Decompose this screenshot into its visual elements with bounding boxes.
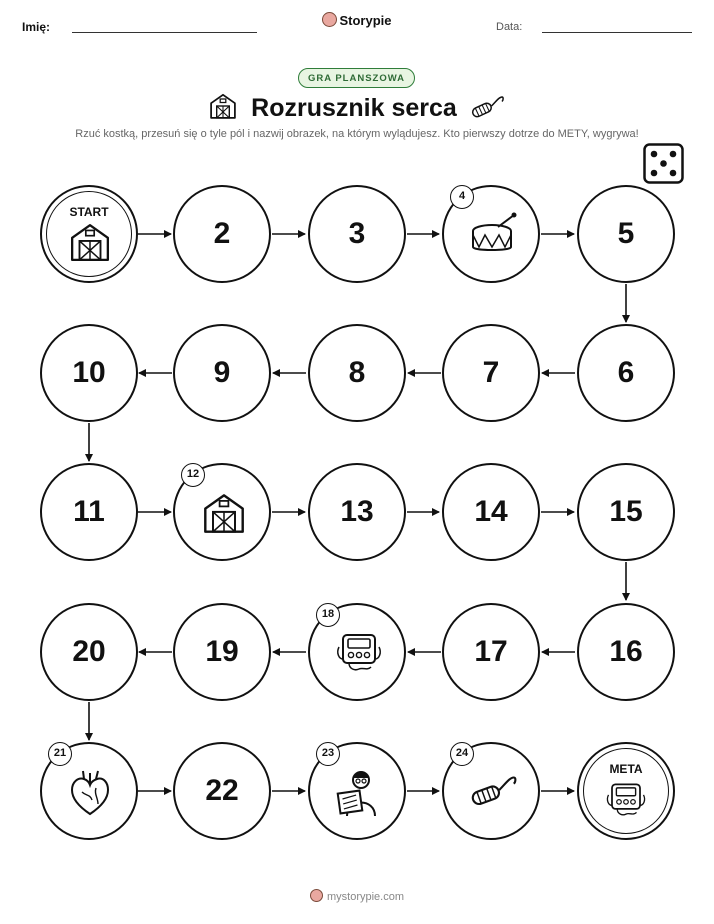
board-cell-12[interactable] <box>173 463 271 561</box>
board-cell-19[interactable] <box>173 603 271 701</box>
brand-name: Storypie <box>339 13 392 28</box>
scientist-icon <box>335 766 383 818</box>
start-label: START <box>69 205 109 219</box>
wire-coil-icon <box>468 772 518 808</box>
cell-number: 10 <box>72 356 106 389</box>
title-text: Rozrusznik serca <box>251 94 457 122</box>
cell-number-badge: 4 <box>450 185 474 209</box>
board-cell-16[interactable] <box>577 603 675 701</box>
board-cell-9[interactable] <box>173 324 271 422</box>
cell-number-badge: 24 <box>450 742 474 766</box>
board-cell-24[interactable] <box>442 742 540 840</box>
board-cell-meta[interactable] <box>577 742 675 840</box>
barn-icon <box>200 491 248 535</box>
cell-number: 11 <box>73 495 105 528</box>
footer-brand <box>0 889 714 903</box>
cell-number: 20 <box>72 635 106 668</box>
board-cell-3[interactable] <box>308 185 406 283</box>
board-cell-17[interactable] <box>442 603 540 701</box>
cell-number: 7 <box>482 356 500 389</box>
board-cell-23[interactable] <box>308 742 406 840</box>
board-cell-14[interactable] <box>442 463 540 561</box>
board-cell-2[interactable] <box>173 185 271 283</box>
cell-number: 5 <box>617 217 635 250</box>
board-cell-22[interactable] <box>173 742 271 840</box>
board-cell-start[interactable] <box>40 185 138 283</box>
cell-number-badge: 18 <box>316 603 340 627</box>
cell-number: 19 <box>205 635 239 668</box>
heart-icon <box>68 768 112 818</box>
cell-number: 13 <box>340 495 374 528</box>
board-cell-7[interactable] <box>442 324 540 422</box>
cell-number: 14 <box>474 495 508 528</box>
cell-number: 2 <box>213 217 231 250</box>
instructions: Rzuć kostką, przesuń się o tyle pól i nazwij obrazek, na którym wylądujesz. Kto pierwszy dotrze do METY, wygrywa! <box>75 128 639 140</box>
drum-icon <box>468 211 518 257</box>
barn-icon <box>66 221 114 263</box>
pacemaker-device-icon <box>335 633 383 675</box>
cell-number-badge: 12 <box>181 463 205 487</box>
board-cell-10[interactable] <box>40 324 138 422</box>
cell-number: 6 <box>617 356 635 389</box>
cell-number: 17 <box>474 635 508 668</box>
date-label: Data: <box>496 21 523 33</box>
storypie-mascot-icon <box>310 889 323 902</box>
board-cell-21[interactable] <box>40 742 138 840</box>
cell-number-badge: 23 <box>316 742 340 766</box>
cell-number: 3 <box>348 217 366 250</box>
cell-number: 22 <box>205 774 239 807</box>
cell-number: 16 <box>609 635 643 668</box>
game-type-badge: GRA PLANSZOWA <box>298 68 415 88</box>
name-label: Imię: <box>22 20 51 34</box>
board-cell-18[interactable] <box>308 603 406 701</box>
board-cell-8[interactable] <box>308 324 406 422</box>
board-cell-11[interactable] <box>40 463 138 561</box>
board-cell-6[interactable] <box>577 324 675 422</box>
board-cell-20[interactable] <box>40 603 138 701</box>
board-cell-5[interactable] <box>577 185 675 283</box>
cell-number: 9 <box>213 356 231 389</box>
board-cell-13[interactable] <box>308 463 406 561</box>
pacemaker-device-icon <box>605 782 647 820</box>
cell-number: 8 <box>348 356 366 389</box>
board-cell-15[interactable] <box>577 463 675 561</box>
footer-link[interactable]: mystorypie.com <box>326 891 405 903</box>
cell-number-badge: 21 <box>48 742 72 766</box>
cell-number: 15 <box>609 495 643 528</box>
board-cell-4[interactable] <box>442 185 540 283</box>
meta-label: META <box>609 762 643 776</box>
